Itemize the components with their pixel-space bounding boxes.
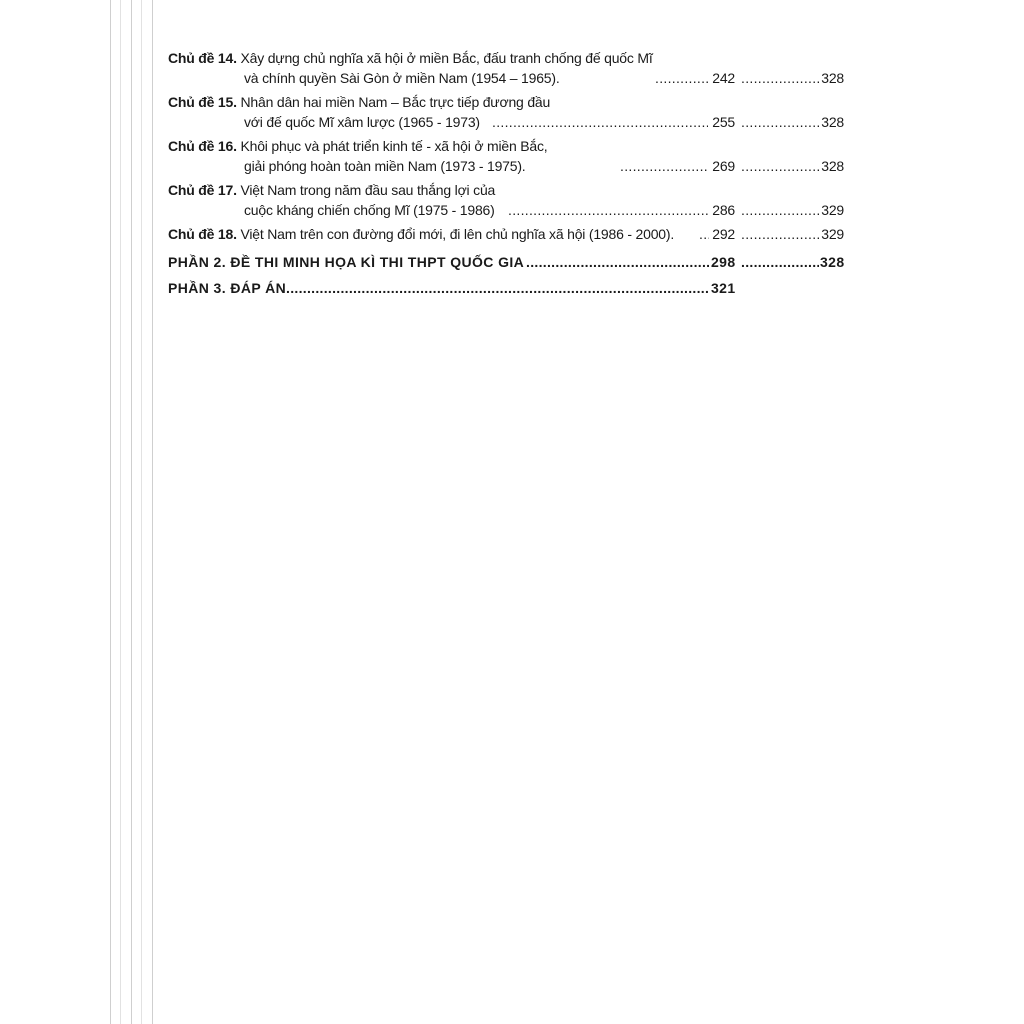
toc-entry-topic-15[interactable] [168, 92, 848, 132]
toc-entry-topic-17[interactable] [168, 180, 848, 220]
dot-leader [655, 68, 709, 88]
toc-answer-page-number: 328 [820, 254, 845, 270]
toc-entry-title-continued: với đế quốc Mĩ xâm lược (1965 - 1973) [244, 114, 480, 130]
toc-entry-title: Nhân dân hai miền Nam – Bắc trực tiếp đương đầu [240, 94, 551, 110]
toc-page-number: 292 [712, 226, 735, 242]
dot-leader [699, 224, 709, 244]
toc-page-number: 321 [711, 280, 736, 296]
dot-leader [620, 156, 708, 176]
toc-entry-line [168, 48, 653, 68]
toc-page-number: 255 [712, 114, 735, 130]
toc-entry-label: Chủ đề 17. [168, 182, 237, 198]
page-edge-line [110, 0, 111, 1024]
dot-leader [741, 112, 819, 132]
toc-answer-page-number: 328 [821, 70, 844, 86]
toc-page-number: 286 [712, 202, 735, 218]
toc-entry-label: Chủ đề 15. [168, 94, 237, 110]
dot-leader [492, 112, 708, 132]
page-edge-line [152, 0, 153, 1024]
toc-entry-title: Xây dựng chủ nghĩa xã hội ở miền Bắc, đấu tranh chống đế quốc Mĩ [240, 50, 653, 66]
toc-entry-topic-14[interactable] [168, 48, 848, 88]
dot-leader [741, 224, 819, 244]
page-edge-line [131, 0, 132, 1024]
toc-entry-title-continued: giải phóng hoàn toàn miền Nam (1973 - 1975). [244, 158, 526, 174]
dot-leader [286, 278, 709, 298]
toc-entry-line [168, 180, 495, 200]
toc-part-title: PHẦN 2. ĐỀ THI MINH HỌA KÌ THI THPT QUỐC GIA [168, 254, 525, 270]
table-of-contents [168, 48, 848, 302]
dot-leader [526, 252, 709, 272]
toc-entry-part-3[interactable] [168, 278, 848, 298]
toc-entry-title: Việt Nam trong năm đầu sau thắng lợi của [240, 182, 496, 198]
toc-entry-label: Chủ đề 14. [168, 50, 237, 66]
page-edge-line [120, 0, 121, 1024]
toc-entry-label: Chủ đề 16. [168, 138, 237, 154]
toc-answer-page-number: 329 [821, 226, 844, 242]
dot-leader [508, 200, 708, 220]
dot-leader [741, 252, 819, 272]
dot-leader [741, 200, 819, 220]
toc-page-number: 242 [712, 70, 735, 86]
toc-entry-title-continued: cuộc kháng chiến chống Mĩ (1975 - 1986) [244, 202, 495, 218]
toc-entry-title-continued: và chính quyền Sài Gòn ở miền Nam (1954 – 1965). [244, 70, 560, 86]
toc-entry-title: Khôi phục và phát triển kinh tế - xã hội ở miền Bắc, [240, 138, 548, 154]
toc-part-title: PHẦN 3. ĐÁP ÁN [168, 280, 287, 296]
toc-answer-page-number: 329 [821, 202, 844, 218]
toc-answer-page-number: 328 [821, 114, 844, 130]
dot-leader [741, 156, 819, 176]
dot-leader [741, 68, 819, 88]
toc-entry-line [168, 136, 547, 156]
page-edge-line [141, 0, 142, 1024]
toc-entry-title: Việt Nam trên con đường đổi mới, đi lên chủ nghĩa xã hội (1986 - 2000). [240, 226, 675, 242]
toc-entry-part-2[interactable] [168, 252, 848, 272]
toc-entry-topic-16[interactable] [168, 136, 848, 176]
toc-entry-label: Chủ đề 18. [168, 226, 237, 242]
toc-answer-page-number: 328 [821, 158, 844, 174]
toc-entry-topic-18[interactable] [168, 224, 848, 244]
toc-entry-line [168, 224, 674, 244]
toc-page-number: 298 [711, 254, 736, 270]
toc-entry-line [168, 92, 550, 112]
toc-page-number: 269 [712, 158, 735, 174]
